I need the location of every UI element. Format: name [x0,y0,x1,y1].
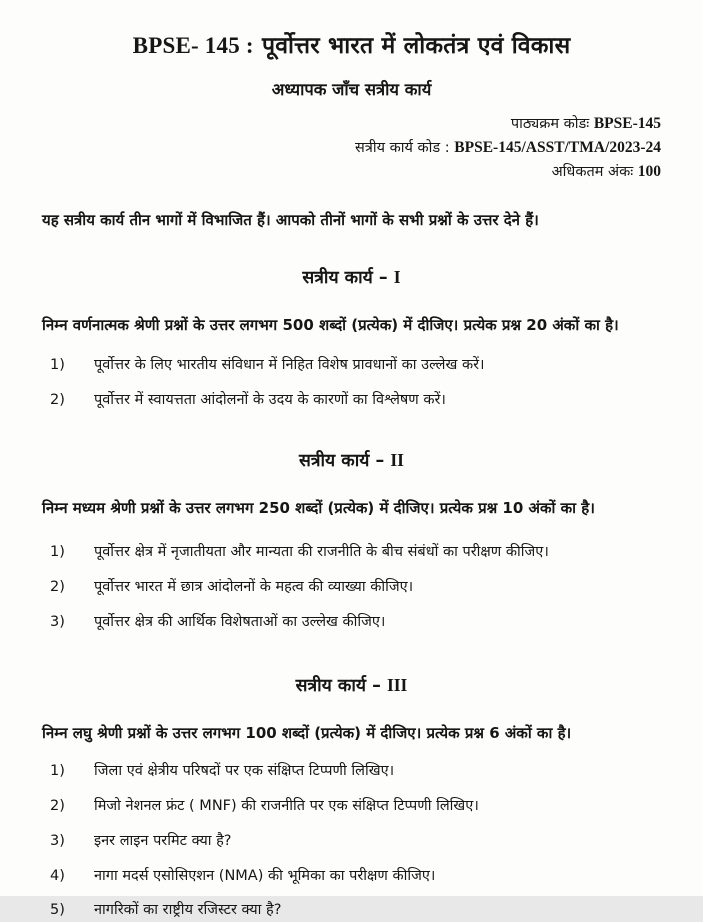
max-marks-line [42,160,661,184]
section-assignment-1 [42,265,661,413]
section-1-heading [42,265,661,289]
section-3-heading-numeral: III [386,675,408,696]
section-2-heading-numeral: II [390,450,404,470]
question-row [42,761,661,783]
course-code-value: BPSE-145 [593,115,661,132]
course-code-line [42,112,661,136]
question-number: 1) [50,356,65,373]
document-subtitle: अध्यापक जाँच सत्रीय कार्य [271,80,432,99]
question-number: 2) [50,392,65,409]
question-row [42,796,661,818]
question-text: पूर्वोत्तर क्षेत्र में नृजातीयता और मान्यता की राजनीति के बीच संबंधों का परीक्षण कीजिए। [94,544,549,560]
section-2-heading [42,448,661,472]
question-number: 3) [50,613,65,630]
question-row [42,542,661,564]
question-row [42,831,661,853]
question-number: 2) [50,578,65,595]
question-text: पूर्वोत्तर क्षेत्र की आर्थिक विशेषताओं का उल्लेख कीजिए। [94,613,386,630]
section-assignment-3 [42,673,661,922]
assignment-code-value: BPSE-145/ASST/TMA/2023-24 [454,138,661,156]
page-title [42,28,661,60]
question-text: पूर्वोत्तर के लिए भारतीय संविधान में निहित विशेष प्रावधानों का उल्लेख करें। [94,356,485,373]
question-row [42,355,661,377]
section-3-heading [42,673,661,697]
question-text: इनर लाइन परमिट क्या है? [94,832,232,849]
course-title-hindi: पूर्वोत्तर भारत में लोकतंत्र एवं विकास [261,33,571,59]
assignment-code-line [42,136,661,160]
question-number: 1) [50,763,65,780]
section-assignment-2 [42,448,661,633]
question-number: 4) [50,867,65,884]
section-1-heading-numeral: I [393,266,401,287]
question-number: 5) [50,902,65,919]
question-row [42,390,661,412]
meta-block [42,112,661,183]
assignment-code-label: सत्रीय कार्य कोड : [355,139,450,156]
question-row [42,577,661,599]
question-number: 2) [50,798,65,814]
question-text: पूर्वोत्तर भारत में छात्र आंदोलनों के महत्व की व्याख्या कीजिए। [94,578,414,595]
section-2-instruction: निम्न मध्यम श्रेणी प्रश्नों के उत्तर लगभग 250 शब्दों (प्रत्येक) में दीजिए। प्रत्येक प्रश्न 10 अंकों का है। [42,499,595,517]
section-2-heading-prefix: सत्रीय कार्य – [299,451,385,471]
course-code-title: BPSE- 145 : [132,33,254,58]
max-marks-value: 100 [637,162,661,180]
max-marks-label: अधिकतम अंकः [551,163,634,180]
question-text: पूर्वोत्तर में स्वायत्तता आंदोलनों के उदय के कारणों का विश्लेषण करें। [94,392,446,409]
section-3-instruction: निम्न लघु श्रेणी प्रश्नों के उत्तर लगभग 100 शब्दों (प्रत्येक) में दीजिए। प्रत्येक प्रश्न 6 अंकों का है। [42,724,572,743]
question-text: मिजो नेशनल फ्रंट ( MNF) की राजनीति पर एक संक्षिप्त टिप्पणी लिखिए। [94,798,479,814]
question-row [42,612,661,634]
course-code-label: पाठ्यक्रम कोडः [510,116,590,132]
section-3-question-list [42,761,661,922]
section-1-question-list [42,355,661,413]
question-row [42,900,661,922]
intro-paragraph: यह सत्रीय कार्य तीन भागों में विभाजित हैं। आपको तीनों भागों के सभी प्रश्नों के उत्तर देने हैं। [42,211,539,230]
section-3-heading-prefix: सत्रीय कार्य – [295,676,381,697]
section-1-instruction: निम्न वर्णनात्मक श्रेणी प्रश्नों के उत्तर लगभग 500 शब्दों (प्रत्येक) में दीजिए। प्रत्येक प्रश्न 20 अंकों का है। [42,315,619,334]
question-text: जिला एवं क्षेत्रीय परिषदों पर एक संक्षिप्त टिप्पणी लिखिए। [94,763,395,780]
question-text: नागरिकों का राष्ट्रीय रजिस्टर क्या है? [94,902,282,919]
question-text: नागा मदर्स एसोसिएशन (NMA) की भूमिका का परीक्षण कीजिए। [94,867,436,884]
question-number: 3) [50,832,65,849]
question-number: 1) [50,544,65,560]
section-2-question-list [42,542,661,633]
section-1-heading-prefix: सत्रीय कार्य – [302,267,388,288]
question-row [42,866,661,888]
